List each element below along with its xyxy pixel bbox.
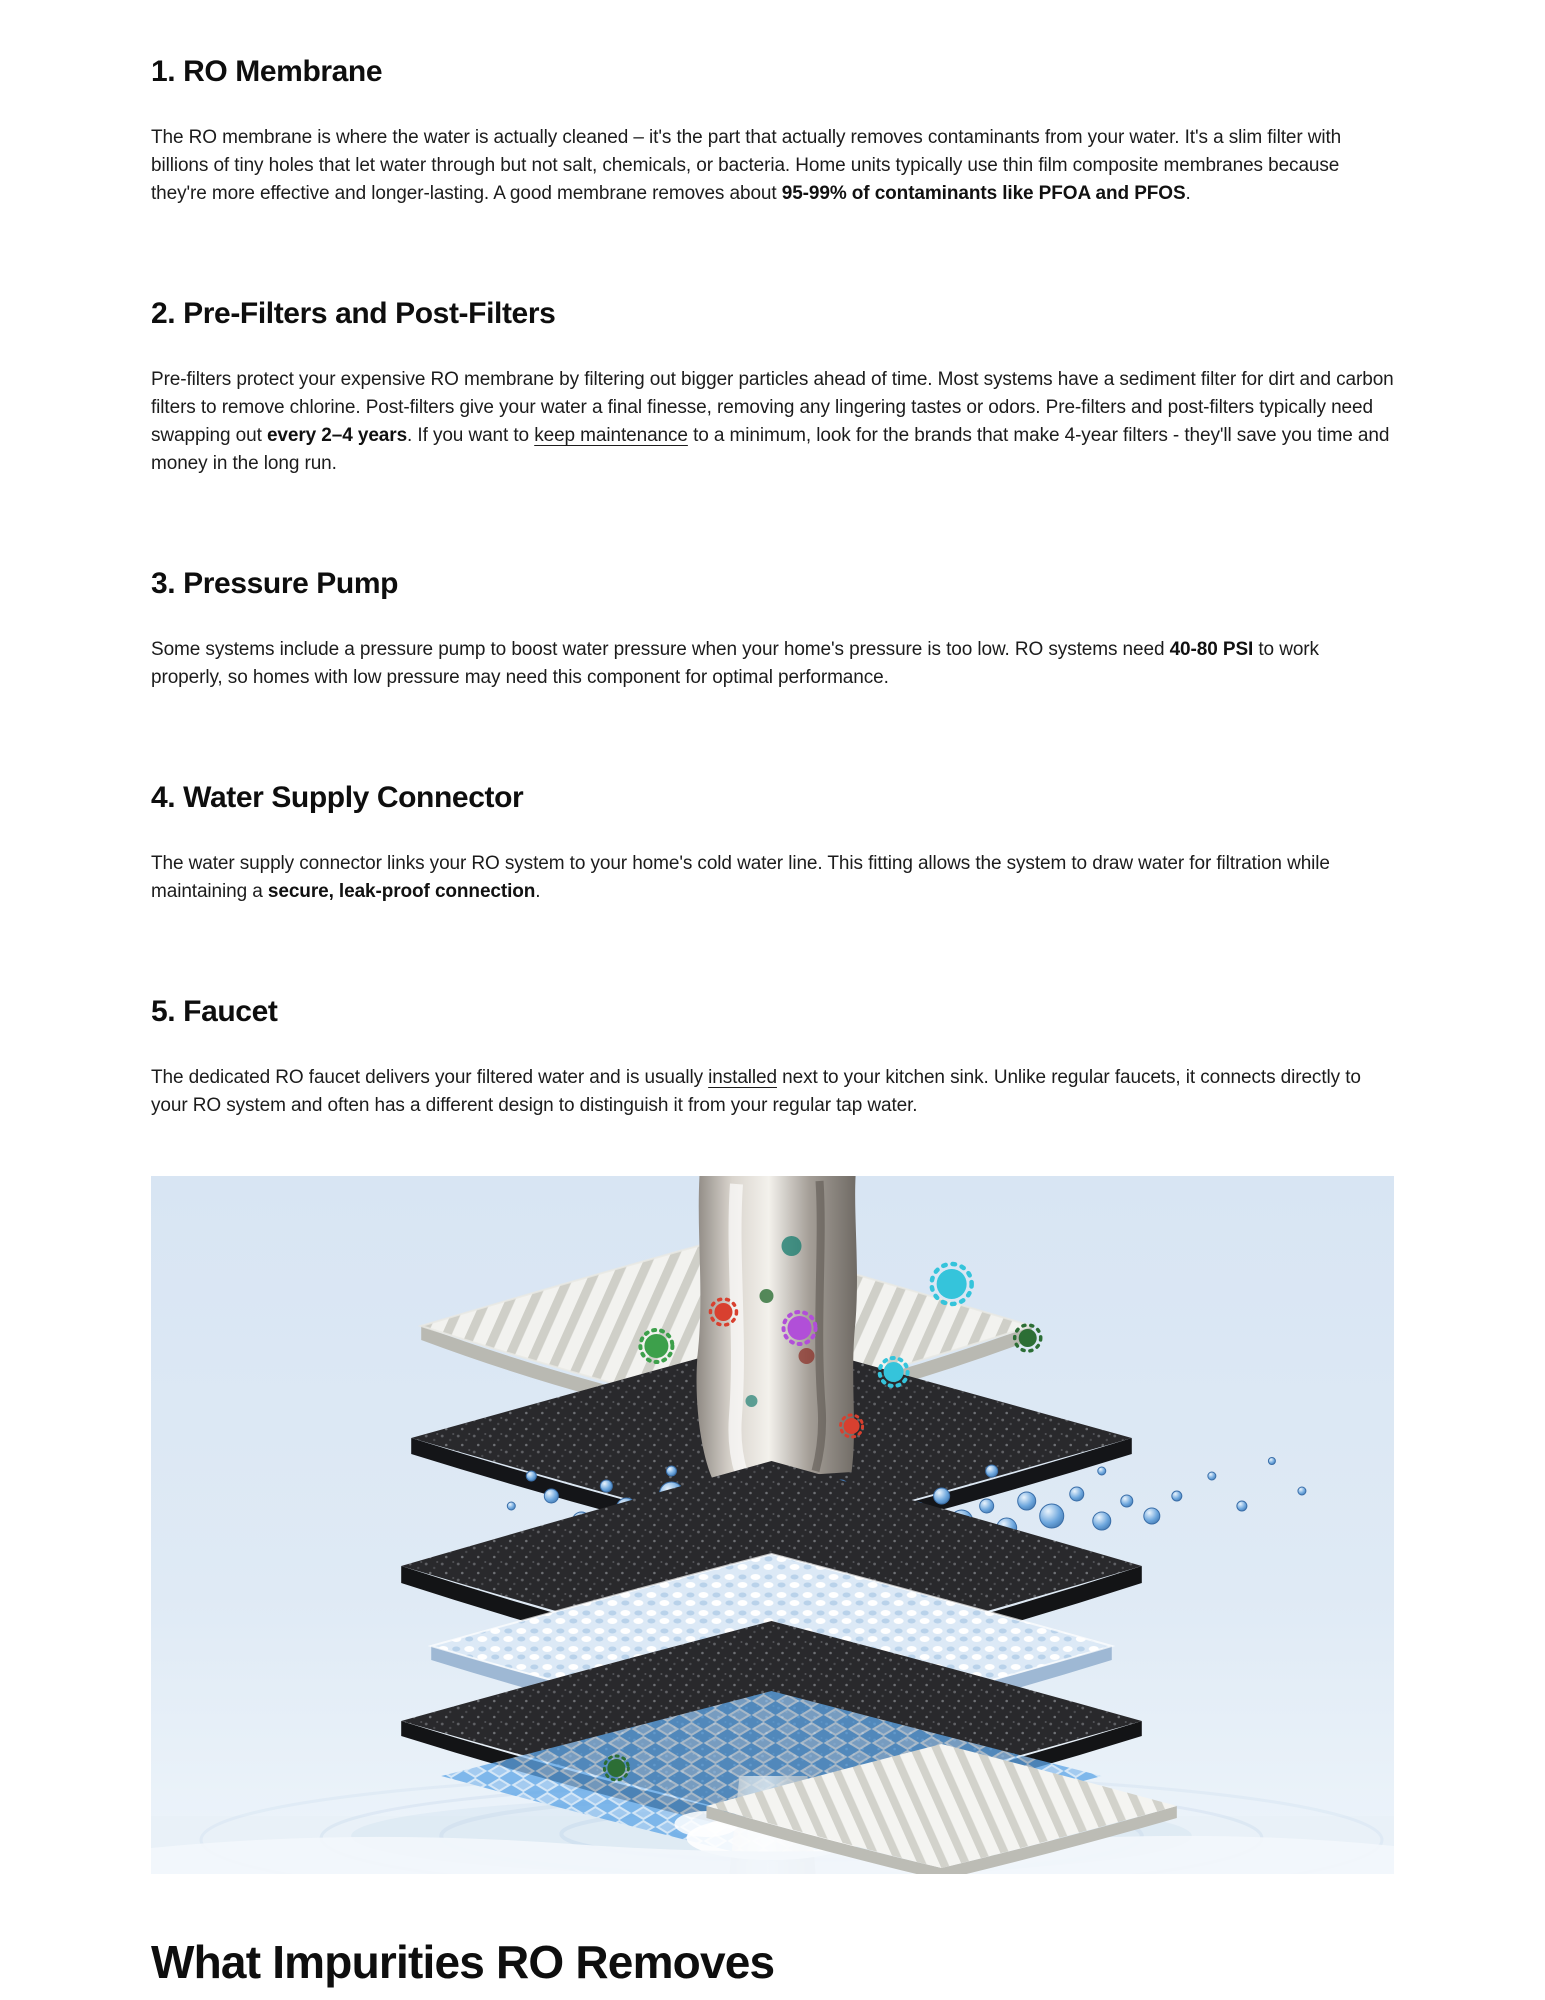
section-heading: 4. Water Supply Connector (151, 781, 524, 814)
inline-link-installed[interactable]: installed (708, 1067, 777, 1088)
section-heading: 3. Pressure Pump (151, 567, 399, 600)
section-water-supply-connector (151, 780, 1394, 906)
bold-text: 95-99% of contaminants like PFOA and PFOS (781, 183, 1186, 204)
bold-text: 40-80 PSI (1169, 639, 1254, 660)
section-paragraph (151, 1064, 1394, 1120)
section-heading: 1. RO Membrane (151, 55, 383, 88)
section-heading: 2. Pre-Filters and Post-Filters (151, 297, 556, 330)
section-paragraph (151, 366, 1394, 478)
body-text: to work properly, so homes with low pressure may need this component for optimal performance. (151, 639, 1319, 688)
section-pre-post-filters (151, 296, 1394, 478)
section-paragraph (151, 850, 1394, 906)
section-heading: 5. Faucet (151, 995, 278, 1028)
body-text: The RO membrane is where the water is actually cleaned – it's the part that actually removes contaminants from your water. It's a slim filter with billions of tiny holes that let water through but not salt, chemicals, or bacteria. Home units typically use thin film composite membranes because they're more effective and longer-lasting. A good membrane removes about (151, 127, 1342, 204)
water-stream (697, 1176, 857, 1481)
bold-text: every 2–4 years (266, 425, 408, 446)
filter-stack-svg (151, 1176, 1394, 1874)
filter-stack-illustration (151, 1176, 1394, 1874)
body-text: to a minimum, look for the brands that make 4-year filters - they'll save you time and money in the long run. (151, 425, 1390, 474)
bold-text: secure, leak-proof connection (267, 881, 536, 902)
section-paragraph (151, 636, 1394, 692)
body-text: The water supply connector links your RO system to your home's cold water line. This fitting allows the system to draw water for filtration while maintaining a (151, 853, 1330, 902)
body-text: next to your kitchen sink. Unlike regular faucets, it connects directly to your RO system and often has a different design to distinguish it from your regular tap water. (151, 1067, 1361, 1116)
section-paragraph (151, 124, 1394, 208)
body-text: Pre-filters protect your expensive RO membrane by filtering out bigger particles ahead of time. Most systems have a sediment filter for dirt and carbon filters to remove chlorine. Post-filters give your water a final finesse, removing any lingering tastes or odors. Pre-filters and post-filters typically need swapping out (151, 369, 1394, 446)
body-text: . If you want to (407, 425, 535, 446)
body-text: . (535, 881, 541, 902)
body-text: The dedicated RO faucet delivers your filtered water and is usually (151, 1067, 709, 1088)
body-text: . (1185, 183, 1191, 204)
inline-link-keep-maintenance[interactable]: keep maintenance (534, 425, 688, 446)
next-section-heading: What Impurities RO Removes (151, 1936, 775, 1988)
section-pressure-pump (151, 566, 1394, 692)
section-faucet (151, 994, 1394, 1120)
body-text: Some systems include a pressure pump to boost water pressure when your home's pressure is too low. RO systems need (151, 639, 1170, 660)
section-ro-membrane (151, 54, 1394, 208)
